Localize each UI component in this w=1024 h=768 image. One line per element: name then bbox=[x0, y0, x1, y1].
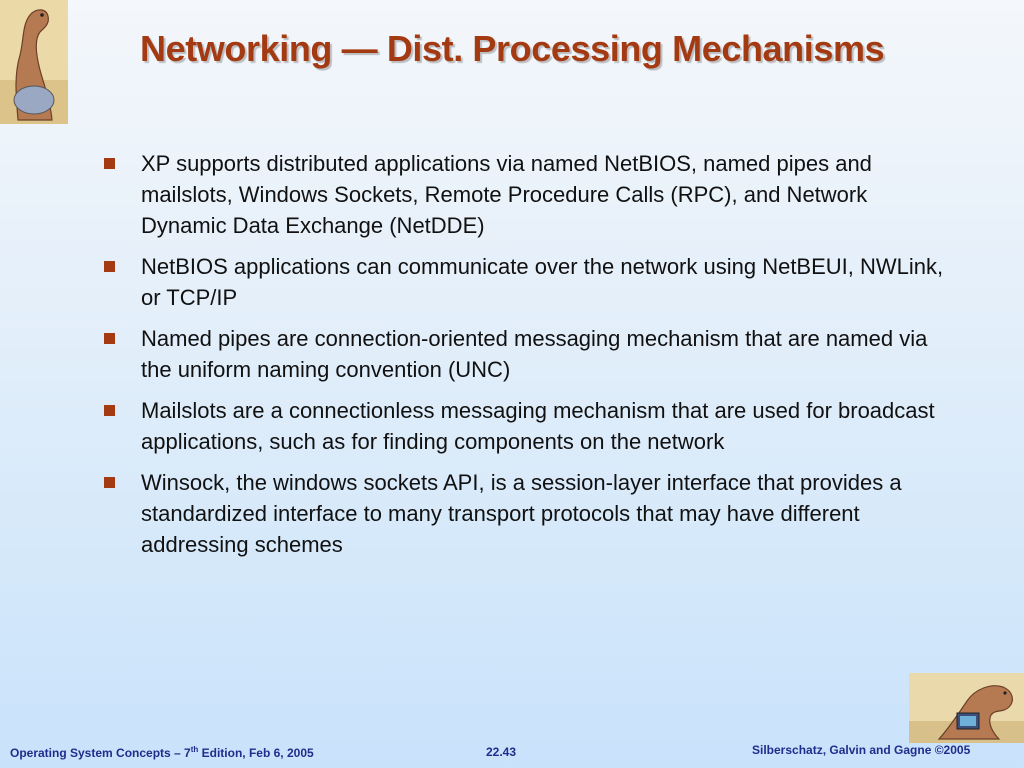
bullet-text: Mailslots are a connectionless messaging mechanism that are used for broadcast applications, such as for finding components on the network bbox=[141, 398, 935, 454]
footer-copyright: Silberschatz, Galvin and Gagne ©2005 bbox=[752, 743, 971, 757]
bullet-text: Winsock, the windows sockets API, is a session-layer interface that provides a standardized interface to many transport protocols that may have different addressing schemes bbox=[141, 470, 902, 557]
square-bullet-icon bbox=[104, 333, 115, 344]
bullet-text: NetBIOS applications can communicate over the network using NetBEUI, NWLink, or TCP/IP bbox=[141, 254, 944, 310]
dinosaur-logo-icon bbox=[0, 0, 68, 124]
square-bullet-icon bbox=[104, 405, 115, 416]
bullet-list bbox=[104, 148, 944, 570]
footer-book-suffix: Edition, Feb 6, 2005 bbox=[198, 746, 314, 760]
square-bullet-icon bbox=[104, 158, 115, 169]
slide-title: Networking — Dist. Processing Mechanisms bbox=[140, 28, 885, 69]
bullet-item bbox=[104, 467, 944, 560]
bullet-item bbox=[104, 148, 944, 241]
footer-book-sup: th bbox=[190, 745, 199, 754]
square-bullet-icon bbox=[104, 261, 115, 272]
bullet-item bbox=[104, 323, 944, 385]
footer-book-prefix: Operating System Concepts – 7 bbox=[10, 746, 191, 760]
bullet-item bbox=[104, 395, 944, 457]
bullet-text: Named pipes are connection-oriented messaging mechanism that are named via the uniform naming convention (UNC) bbox=[141, 326, 928, 382]
bullet-text: XP supports distributed applications via named NetBIOS, named pipes and mailslots, Windows Sockets, Remote Procedure Calls (RPC), and Network Dynamic Data Exchange (NetDDE) bbox=[141, 151, 872, 238]
dinosaur-laptop-icon bbox=[909, 673, 1024, 743]
slide-number: 22.43 bbox=[486, 745, 517, 759]
bullet-item bbox=[104, 251, 944, 313]
footer-book-title bbox=[10, 745, 314, 760]
square-bullet-icon bbox=[104, 477, 115, 488]
